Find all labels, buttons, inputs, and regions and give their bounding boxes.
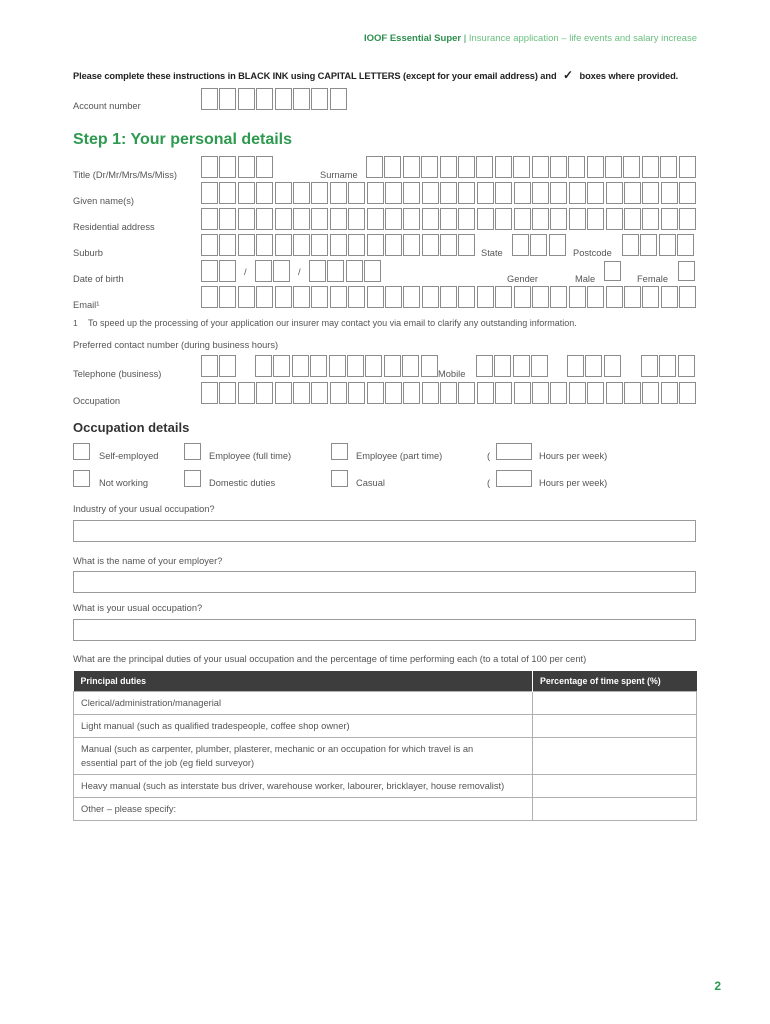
- character-box[interactable]: [440, 286, 457, 308]
- character-box[interactable]: [495, 286, 512, 308]
- character-box[interactable]: [661, 286, 678, 308]
- tick-icon: ✓: [563, 68, 573, 82]
- character-box[interactable]: [403, 286, 420, 308]
- mobile-field-part2[interactable]: [567, 355, 622, 377]
- character-box[interactable]: [273, 355, 290, 377]
- surname-label: Surname: [320, 170, 358, 180]
- character-box[interactable]: [440, 182, 457, 204]
- character-box[interactable]: [532, 286, 549, 308]
- character-box[interactable]: [311, 182, 328, 204]
- employer-input[interactable]: [73, 571, 696, 593]
- percentage-input[interactable]: [533, 798, 697, 821]
- character-box[interactable]: [440, 208, 457, 230]
- mobile-field-part1[interactable]: [476, 355, 550, 377]
- dob-month-field[interactable]: [255, 260, 292, 282]
- character-box[interactable]: [659, 355, 676, 377]
- character-box[interactable]: [623, 156, 640, 178]
- postcode-field[interactable]: [622, 234, 696, 256]
- character-box[interactable]: [514, 382, 531, 404]
- character-box[interactable]: [293, 88, 310, 110]
- character-box[interactable]: [604, 355, 621, 377]
- character-box[interactable]: [513, 156, 530, 178]
- character-box[interactable]: [201, 286, 218, 308]
- domestic-duties-checkbox[interactable]: [184, 470, 201, 487]
- character-box[interactable]: [275, 208, 292, 230]
- character-box[interactable]: [384, 156, 401, 178]
- occupation-field[interactable]: [201, 382, 698, 404]
- character-box[interactable]: [367, 182, 384, 204]
- character-box[interactable]: [403, 208, 420, 230]
- character-box[interactable]: [275, 382, 292, 404]
- character-box[interactable]: [458, 382, 475, 404]
- occupation-details-title: Occupation details: [73, 420, 190, 435]
- character-box[interactable]: [385, 182, 402, 204]
- character-box[interactable]: [275, 286, 292, 308]
- character-box[interactable]: [550, 156, 567, 178]
- character-box[interactable]: [624, 208, 641, 230]
- character-box[interactable]: [495, 182, 512, 204]
- character-box[interactable]: [367, 208, 384, 230]
- character-box[interactable]: [642, 208, 659, 230]
- industry-question: Industry of your usual occupation?: [73, 504, 215, 514]
- character-box[interactable]: [513, 355, 530, 377]
- residential-address-field[interactable]: [201, 208, 698, 230]
- character-box[interactable]: [440, 382, 457, 404]
- open-paren: (: [487, 451, 491, 461]
- employee-full-time-checkbox[interactable]: [184, 443, 201, 460]
- character-box[interactable]: [476, 355, 493, 377]
- character-box[interactable]: [385, 208, 402, 230]
- character-box[interactable]: [293, 208, 310, 230]
- male-checkbox[interactable]: [604, 261, 621, 281]
- dob-day-field[interactable]: [201, 260, 238, 282]
- character-box[interactable]: [569, 208, 586, 230]
- character-box[interactable]: [330, 88, 347, 110]
- dob-separator: /: [298, 267, 301, 277]
- character-box[interactable]: [238, 234, 255, 256]
- character-box[interactable]: [310, 355, 327, 377]
- email-field[interactable]: [201, 286, 698, 308]
- percentage-input[interactable]: [533, 775, 697, 798]
- percentage-input[interactable]: [533, 715, 697, 738]
- character-box[interactable]: [422, 382, 439, 404]
- character-box[interactable]: [256, 208, 273, 230]
- character-box[interactable]: [201, 182, 218, 204]
- character-box[interactable]: [421, 355, 438, 377]
- character-box[interactable]: [622, 234, 639, 256]
- character-box[interactable]: [366, 156, 383, 178]
- character-box[interactable]: [219, 355, 236, 377]
- account-number-label: Account number: [73, 101, 141, 111]
- male-label: Male: [575, 274, 596, 284]
- character-box[interactable]: [364, 260, 381, 282]
- character-box[interactable]: [532, 382, 549, 404]
- character-box[interactable]: [365, 355, 382, 377]
- character-box[interactable]: [587, 156, 604, 178]
- character-box[interactable]: [679, 382, 696, 404]
- character-box[interactable]: [293, 182, 310, 204]
- character-box[interactable]: [587, 382, 604, 404]
- character-box[interactable]: [327, 260, 344, 282]
- character-box[interactable]: [275, 182, 292, 204]
- given-names-label: Given name(s): [73, 196, 134, 206]
- duty-label: Other – please specify:: [74, 798, 533, 821]
- character-box[interactable]: [384, 355, 401, 377]
- casual-label: Casual: [356, 478, 385, 488]
- character-box[interactable]: [293, 286, 310, 308]
- mobile-label: Mobile: [438, 369, 466, 379]
- character-box[interactable]: [348, 208, 365, 230]
- dob-separator: /: [244, 267, 247, 277]
- employee-full-time-label: Employee (full time): [209, 451, 292, 461]
- duty-label: Light manual (such as qualified tradespeople, coffee shop owner): [74, 715, 533, 738]
- character-box[interactable]: [255, 260, 272, 282]
- character-box[interactable]: [532, 182, 549, 204]
- character-box[interactable]: [477, 286, 494, 308]
- character-box[interactable]: [403, 156, 420, 178]
- character-box[interactable]: [219, 234, 236, 256]
- character-box[interactable]: [256, 286, 273, 308]
- character-box[interactable]: [346, 260, 363, 282]
- instructions: [73, 68, 678, 82]
- not-working-label: Not working: [99, 478, 149, 488]
- character-box[interactable]: [642, 286, 659, 308]
- character-box[interactable]: [495, 382, 512, 404]
- hours-per-week-casual-input[interactable]: [496, 470, 532, 487]
- character-box[interactable]: [549, 234, 566, 256]
- character-box[interactable]: [550, 208, 567, 230]
- gender-label: Gender: [507, 274, 539, 284]
- character-box[interactable]: [201, 156, 218, 178]
- title-label: Title (Dr/Mr/Mrs/Ms/Miss): [73, 170, 177, 180]
- document-header: [364, 33, 697, 44]
- header-subtitle: Insurance application – life events and salary increase: [468, 33, 697, 44]
- character-box[interactable]: [256, 88, 273, 110]
- character-box[interactable]: [403, 182, 420, 204]
- character-box[interactable]: [550, 286, 567, 308]
- mobile-field-part3[interactable]: [641, 355, 696, 377]
- character-box[interactable]: [585, 355, 602, 377]
- state-field[interactable]: [512, 234, 567, 256]
- character-box[interactable]: [256, 382, 273, 404]
- duties-table: [73, 671, 697, 821]
- character-box[interactable]: [569, 286, 586, 308]
- step1-title: Step 1: Your personal details: [73, 131, 293, 148]
- header-separator: |: [463, 33, 467, 44]
- percentage-input[interactable]: [533, 692, 697, 715]
- character-box[interactable]: [569, 182, 586, 204]
- character-box[interactable]: [661, 208, 678, 230]
- character-box[interactable]: [256, 234, 273, 256]
- character-box[interactable]: [642, 182, 659, 204]
- title-field[interactable]: [201, 156, 275, 178]
- character-box[interactable]: [514, 286, 531, 308]
- character-box[interactable]: [403, 382, 420, 404]
- character-box[interactable]: [201, 208, 218, 230]
- character-box[interactable]: [476, 156, 493, 178]
- character-box[interactable]: [606, 286, 623, 308]
- character-box[interactable]: [256, 182, 273, 204]
- character-box[interactable]: [514, 208, 531, 230]
- hours-per-week-label: Hours per week): [539, 451, 608, 461]
- character-box[interactable]: [330, 382, 347, 404]
- character-box[interactable]: [311, 382, 328, 404]
- character-box[interactable]: [569, 382, 586, 404]
- character-box[interactable]: [311, 234, 328, 256]
- character-box[interactable]: [256, 156, 273, 178]
- character-box[interactable]: [292, 355, 309, 377]
- hours-per-week-part-time-input[interactable]: [496, 443, 532, 460]
- character-box[interactable]: [330, 234, 347, 256]
- character-box[interactable]: [309, 260, 326, 282]
- percentage-input[interactable]: [533, 738, 697, 775]
- character-box[interactable]: [311, 88, 328, 110]
- character-box[interactable]: [568, 156, 585, 178]
- character-box[interactable]: [530, 234, 547, 256]
- character-box[interactable]: [330, 286, 347, 308]
- character-box[interactable]: [201, 355, 218, 377]
- character-box[interactable]: [330, 182, 347, 204]
- character-box[interactable]: [606, 382, 623, 404]
- occupation-label: Occupation: [73, 396, 121, 406]
- table-row: [74, 775, 697, 798]
- employer-question: What is the name of your employer?: [73, 556, 223, 566]
- character-box[interactable]: [238, 208, 255, 230]
- female-checkbox[interactable]: [678, 261, 695, 281]
- character-box[interactable]: [385, 234, 402, 256]
- duty-label: Clerical/administration/managerial: [74, 692, 533, 715]
- character-box[interactable]: [367, 382, 384, 404]
- character-box[interactable]: [422, 208, 439, 230]
- table-row: [74, 798, 697, 821]
- suburb-label: Suburb: [73, 248, 103, 258]
- employee-part-time-checkbox[interactable]: [331, 443, 348, 460]
- table-row: [74, 692, 697, 715]
- duties-header: Principal duties: [74, 671, 533, 692]
- character-box[interactable]: [661, 382, 678, 404]
- telephone-label: Telephone (business): [73, 369, 162, 379]
- character-box[interactable]: [255, 355, 272, 377]
- character-box[interactable]: [641, 355, 658, 377]
- usual-occupation-question: What is your usual occupation?: [73, 603, 203, 613]
- character-box[interactable]: [679, 208, 696, 230]
- postcode-label: Postcode: [573, 248, 612, 258]
- character-box[interactable]: [403, 234, 420, 256]
- character-box[interactable]: [495, 208, 512, 230]
- email-label: Email¹: [73, 300, 100, 310]
- character-box[interactable]: [273, 260, 290, 282]
- character-box[interactable]: [293, 234, 310, 256]
- character-box[interactable]: [606, 182, 623, 204]
- hours-per-week-label: Hours per week): [539, 478, 608, 488]
- character-box[interactable]: [422, 286, 439, 308]
- preferred-contact-label: Preferred contact number (during business hours): [73, 340, 279, 350]
- character-box[interactable]: [660, 156, 677, 178]
- character-box[interactable]: [606, 208, 623, 230]
- character-box[interactable]: [348, 182, 365, 204]
- character-box[interactable]: [238, 286, 255, 308]
- self-employed-label: Self-employed: [99, 451, 159, 461]
- suburb-field[interactable]: [201, 234, 477, 256]
- domestic-duties-label: Domestic duties: [209, 478, 276, 488]
- female-label: Female: [637, 274, 669, 284]
- character-box[interactable]: [311, 286, 328, 308]
- character-box[interactable]: [219, 208, 236, 230]
- character-box[interactable]: [679, 156, 696, 178]
- character-box[interactable]: [550, 382, 567, 404]
- character-box[interactable]: [219, 182, 236, 204]
- character-box[interactable]: [677, 234, 694, 256]
- residential-address-label: Residential address: [73, 222, 155, 232]
- character-box[interactable]: [605, 156, 622, 178]
- dob-label: Date of birth: [73, 274, 124, 284]
- character-box[interactable]: [458, 286, 475, 308]
- character-box[interactable]: [458, 182, 475, 204]
- given-names-field[interactable]: [201, 182, 698, 204]
- character-box[interactable]: [678, 355, 695, 377]
- character-box[interactable]: [532, 156, 549, 178]
- character-box[interactable]: [624, 286, 641, 308]
- self-employed-checkbox[interactable]: [73, 443, 90, 460]
- usual-occupation-input[interactable]: [73, 619, 696, 641]
- character-box[interactable]: [458, 234, 475, 256]
- character-box[interactable]: [238, 156, 255, 178]
- character-box[interactable]: [238, 382, 255, 404]
- open-paren: (: [487, 478, 491, 488]
- character-box[interactable]: [477, 382, 494, 404]
- character-box[interactable]: [219, 382, 236, 404]
- character-box[interactable]: [402, 355, 419, 377]
- character-box[interactable]: [275, 88, 292, 110]
- table-row: [74, 738, 697, 775]
- telephone-number-field[interactable]: [255, 355, 439, 377]
- table-row: [74, 715, 697, 738]
- casual-checkbox[interactable]: [331, 470, 348, 487]
- character-box[interactable]: [348, 286, 365, 308]
- character-box[interactable]: [661, 182, 678, 204]
- account-number-field[interactable]: [201, 88, 348, 110]
- character-box[interactable]: [550, 182, 567, 204]
- character-box[interactable]: [587, 182, 604, 204]
- character-box[interactable]: [458, 156, 475, 178]
- character-box[interactable]: [477, 182, 494, 204]
- character-box[interactable]: [201, 234, 218, 256]
- footnote-number: 1: [73, 318, 78, 328]
- character-box[interactable]: [219, 156, 236, 178]
- character-box[interactable]: [348, 234, 365, 256]
- character-box[interactable]: [440, 234, 457, 256]
- character-box[interactable]: [330, 208, 347, 230]
- character-box[interactable]: [531, 355, 548, 377]
- character-box[interactable]: [201, 382, 218, 404]
- surname-field[interactable]: [366, 156, 697, 178]
- character-box[interactable]: [201, 260, 218, 282]
- character-box[interactable]: [201, 88, 218, 110]
- character-box[interactable]: [458, 208, 475, 230]
- character-box[interactable]: [440, 156, 457, 178]
- page-number: 2: [714, 979, 721, 993]
- character-box[interactable]: [293, 382, 310, 404]
- character-box[interactable]: [219, 260, 236, 282]
- character-box[interactable]: [329, 355, 346, 377]
- duty-label: Heavy manual (such as interstate bus driver, warehouse worker, labourer, bricklayer, house removalist): [74, 775, 533, 798]
- character-box[interactable]: [367, 286, 384, 308]
- character-box[interactable]: [385, 286, 402, 308]
- footnote-text: To speed up the processing of your application our insurer may contact you via email to clarify any outstanding information.: [88, 318, 577, 328]
- brand-name: IOOF Essential Super: [363, 33, 462, 44]
- character-box[interactable]: [495, 156, 512, 178]
- character-box[interactable]: [422, 182, 439, 204]
- not-working-checkbox[interactable]: [73, 470, 90, 487]
- character-box[interactable]: [587, 208, 604, 230]
- character-box[interactable]: [477, 208, 494, 230]
- character-box[interactable]: [640, 234, 657, 256]
- instructions-text: Please complete these instructions in BLACK INK using CAPITAL LETTERS (except for your email address) and: [73, 71, 557, 81]
- character-box[interactable]: [679, 286, 696, 308]
- character-box[interactable]: [494, 355, 511, 377]
- character-box[interactable]: [219, 88, 236, 110]
- character-box[interactable]: [532, 208, 549, 230]
- state-label: State: [481, 248, 503, 258]
- duties-question: What are the principal duties of your usual occupation and the percentage of time performing each (to a total of 100 per cent): [73, 654, 587, 664]
- character-box[interactable]: [642, 156, 659, 178]
- employee-part-time-label: Employee (part time): [356, 451, 443, 461]
- percentage-header: Percentage of time spent (%): [533, 671, 697, 692]
- duty-label: Manual (such as carpenter, plumber, plasterer, mechanic or an occupation for which travel is an essential part of the job (eg field surveyor): [74, 738, 533, 775]
- instructions-tail: boxes where provided.: [579, 71, 679, 81]
- character-box[interactable]: [642, 382, 659, 404]
- character-box[interactable]: [659, 234, 676, 256]
- character-box[interactable]: [347, 355, 364, 377]
- character-box[interactable]: [367, 234, 384, 256]
- industry-input[interactable]: [73, 520, 696, 542]
- character-box[interactable]: [219, 286, 236, 308]
- character-box[interactable]: [587, 286, 604, 308]
- telephone-area-field[interactable]: [201, 355, 238, 377]
- character-box[interactable]: [512, 234, 529, 256]
- character-box[interactable]: [624, 382, 641, 404]
- character-box[interactable]: [679, 182, 696, 204]
- dob-year-field[interactable]: [309, 260, 383, 282]
- character-box[interactable]: [514, 182, 531, 204]
- character-box[interactable]: [275, 234, 292, 256]
- character-box[interactable]: [238, 182, 255, 204]
- character-box[interactable]: [385, 382, 402, 404]
- character-box[interactable]: [624, 182, 641, 204]
- character-box[interactable]: [348, 382, 365, 404]
- character-box[interactable]: [311, 208, 328, 230]
- character-box[interactable]: [422, 234, 439, 256]
- character-box[interactable]: [567, 355, 584, 377]
- character-box[interactable]: [421, 156, 438, 178]
- character-box[interactable]: [238, 88, 255, 110]
